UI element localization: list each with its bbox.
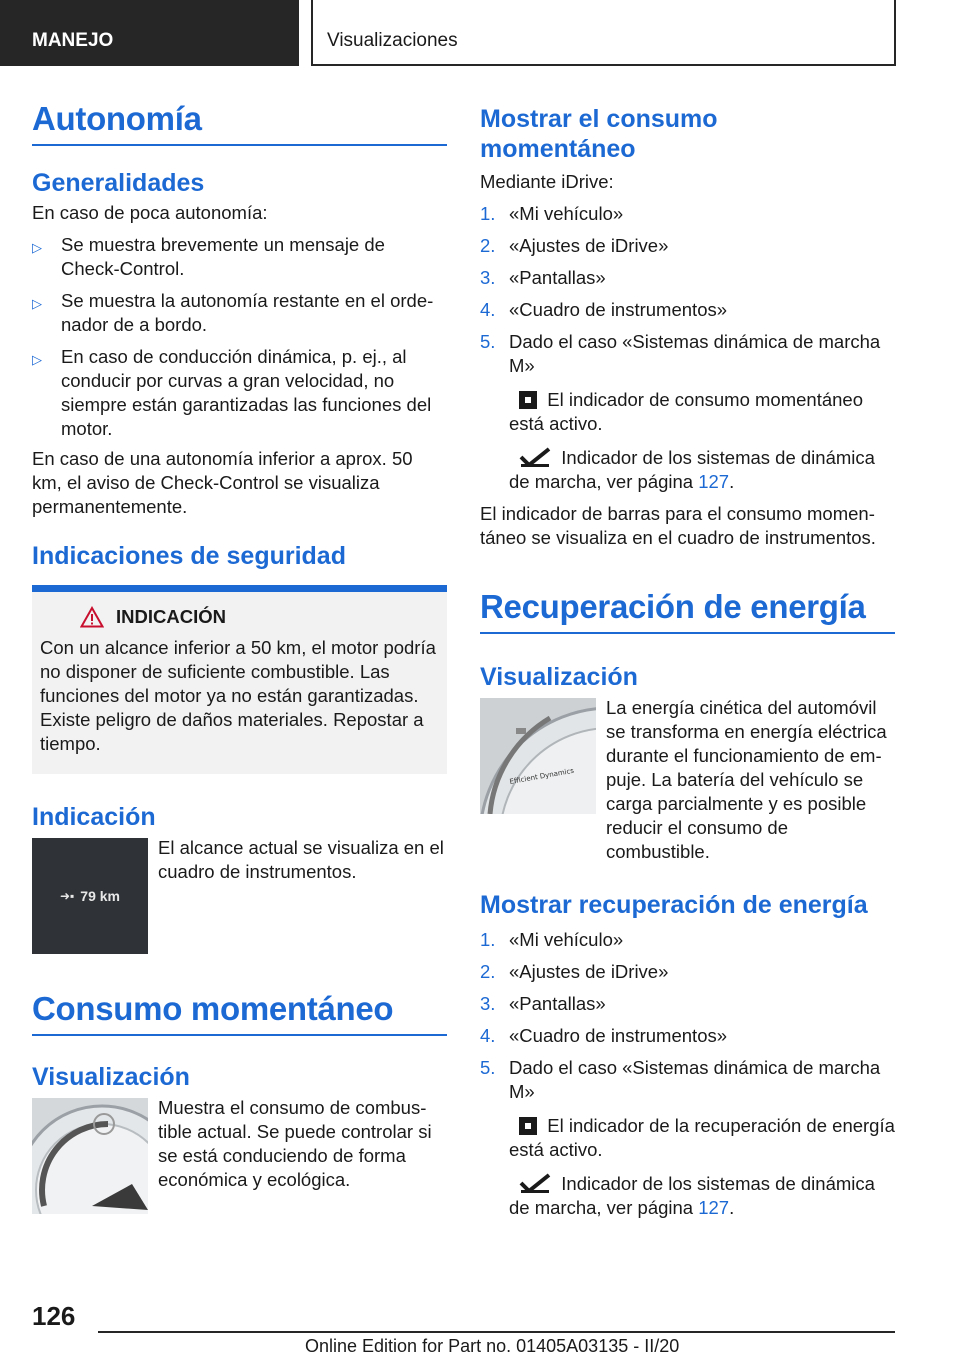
recuperacion-text-top: La energía cinética del automóvil se transforma en energía eléctrica durante el funcionamiento de empuje. La batería del vehículo se carga parcialmente y es posible reducir el consumo de combustible.	[606, 697, 887, 862]
footer-divider	[98, 1331, 895, 1333]
page-header	[0, 0, 960, 66]
heading-mostrar-consumo: Mostrar el consumo momentáneo	[480, 105, 718, 163]
list-item: 2. «Ajustes de iDrive»	[480, 961, 669, 982]
warning-text: Con un alcance inferior a 50 km, el motor podría no disponer de suficiente combustible. Las funciones del motor ya no están garantizadas. Existe peligro de daños materiales. Repostar a tiempo.	[40, 637, 436, 754]
page-number: 126	[32, 1301, 76, 1331]
triangle-bullet-icon: ▷	[32, 240, 42, 255]
triangle-bullet-icon: ▷	[32, 352, 42, 367]
heading-indicacion: Indicación	[32, 803, 156, 831]
warning-bar	[32, 585, 447, 592]
page-link[interactable]: 127	[698, 1197, 730, 1218]
left-column	[32, 100, 447, 1226]
edition-text: Online Edition for Part no. 01405A03135 - II/20	[305, 1336, 680, 1356]
heading-recuperacion: Recuperación de energía	[480, 588, 895, 634]
section-tab: MANEJO	[0, 0, 299, 66]
visualizacion-text: Muestra el consumo de combustible actual. Se puede controlar si se está conduciendo de forma económica y ecológica.	[158, 1097, 432, 1190]
checkbox-icon	[519, 391, 537, 409]
fuel-pump-icon: ➜▪	[59, 889, 75, 903]
list-item: ▷ En caso de conducción dinámica, p. ej., al conducir por curvas a gran velocidad, no siempre están garantizadas las funciones del motor.	[32, 346, 432, 439]
generalidades-after: En caso de una autonomía inferior a aprox. 50 km, el aviso de Check-Control se visualiza permanentemente.	[32, 448, 413, 517]
warning-title: INDICACIÓN	[40, 606, 437, 628]
page-link[interactable]: 127	[698, 471, 730, 492]
list-item: ▷ Se muestra brevemente un mensaje de Check-Control.	[32, 234, 385, 279]
list-item: 3. «Pantallas»	[480, 993, 606, 1014]
right-column	[480, 104, 895, 1220]
list-item: 5. Dado el caso «Sistemas dinámica de marcha M» El indicador de consumo momentáneo está activo. Indicador de los sistemas de dinámica de marcha, ver página 127.	[480, 331, 881, 492]
list-item: ▷ Se muestra la autonomía restante en el ordenador de a bordo.	[32, 290, 434, 335]
list-item: 1. «Mi vehículo»	[480, 203, 624, 224]
warning-box	[32, 585, 447, 774]
steps-consumo	[480, 202, 895, 494]
triangle-bullet-icon: ▷	[32, 296, 42, 311]
recuperation-gauge-image	[480, 698, 596, 814]
idrive-intro: Mediante iDrive:	[480, 171, 614, 192]
list-item: 1. «Mi vehículo»	[480, 929, 624, 950]
range-display-image: ➜▪ 79 km	[32, 838, 148, 954]
heading-seguridad: Indicaciones de seguridad	[32, 542, 346, 570]
checkmark-icon	[519, 1173, 551, 1193]
heading-autonomia: Autonomía	[32, 100, 447, 146]
list-item: 2. «Ajustes de iDrive»	[480, 235, 669, 256]
warning-triangle-icon	[80, 606, 104, 628]
list-item: 3. «Pantallas»	[480, 267, 606, 288]
checkbox-icon	[519, 1117, 537, 1135]
list-item: 4. «Cuadro de instrumentos»	[480, 1025, 728, 1046]
heading-mostrar-recuperacion: Mostrar recuperación de energía	[480, 891, 868, 919]
recuperacion-block	[480, 696, 895, 864]
list-item: 5. Dado el caso «Sistemas dinámica de marcha M» El indicador de la recuperación de energía está activo. Indicador de los sistemas de dinámica de marcha, ver página 127.	[480, 1057, 895, 1218]
chapter-tab: Visualizaciones	[311, 0, 896, 66]
generalidades-intro: En caso de poca autonomía:	[32, 202, 268, 223]
steps-recuperacion	[480, 928, 895, 1220]
generalidades-list	[32, 233, 447, 441]
bars-text: El indicador de barras para el consumo momentáneo se visualiza en el cuadro de instrumentos.	[480, 503, 876, 548]
consumption-gauge-image	[32, 1098, 148, 1214]
list-item: 4. «Cuadro de instrumentos»	[480, 299, 728, 320]
heading-visualizacion-consumo: Visualización	[32, 1063, 190, 1091]
checkmark-icon	[519, 447, 551, 467]
svg-text:Efficient Dynamics: Efficient Dynamics	[508, 766, 575, 786]
heading-consumo: Consumo momentáneo	[32, 990, 447, 1036]
heading-visualizacion-rec: Visualización	[480, 663, 638, 691]
indicacion-text: El alcance actual se visualiza en el cuadro de instrumentos.	[158, 837, 444, 882]
heading-generalidades: Generalidades	[32, 169, 205, 197]
